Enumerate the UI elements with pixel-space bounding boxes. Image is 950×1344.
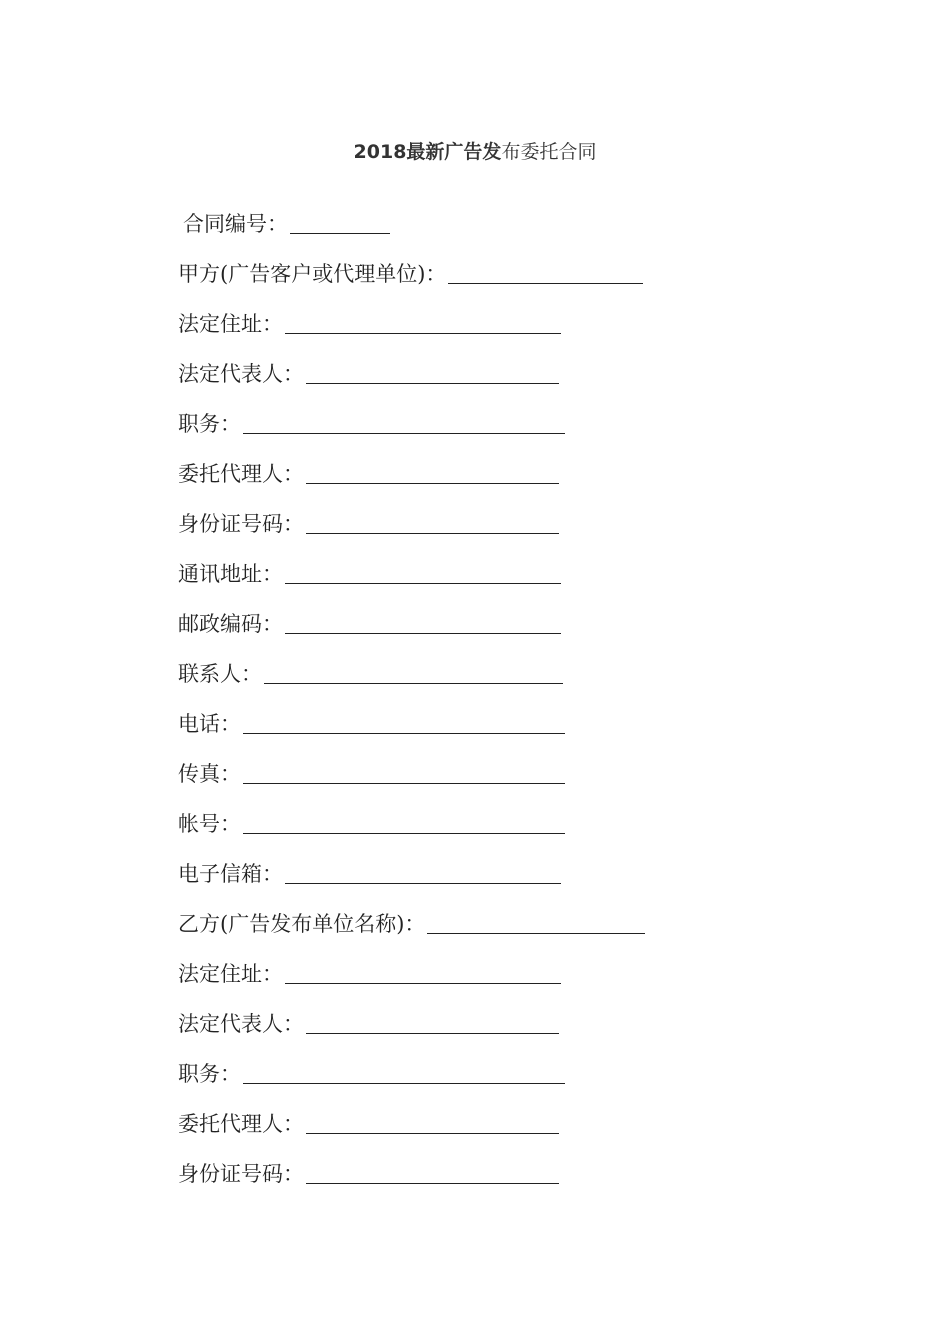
field-party-a-agent — [178, 460, 559, 488]
title-normal-part: 布委托合同 — [501, 141, 597, 163]
fill-in-blank — [264, 663, 563, 684]
fill-in-blank — [306, 1163, 559, 1184]
field-party-a-postcode — [178, 610, 561, 638]
field-label: 身份证号码： — [178, 512, 304, 536]
field-party-b-id-number — [178, 1160, 559, 1188]
fill-in-blank — [306, 463, 559, 484]
field-party-b-address — [178, 960, 561, 988]
field-label: 通讯地址： — [178, 562, 283, 586]
field-label: 法定代表人： — [178, 362, 304, 386]
field-party-a-contact — [178, 660, 563, 688]
field-party-b — [178, 910, 645, 938]
field-label: 电话： — [178, 712, 241, 736]
field-label: 法定住址： — [178, 962, 283, 986]
field-party-a-email — [178, 860, 561, 888]
fill-in-blank — [290, 213, 390, 234]
fill-in-blank — [306, 513, 559, 534]
field-party-a-position — [178, 410, 565, 438]
field-party-a-mail-address — [178, 560, 561, 588]
fill-in-blank — [285, 863, 561, 884]
field-party-b-position — [178, 1060, 565, 1088]
field-label: 电子信箱： — [178, 862, 283, 886]
field-label: 联系人： — [178, 662, 262, 686]
field-label: 合同编号： — [183, 212, 288, 236]
fill-in-blank — [243, 1063, 565, 1084]
fill-in-blank — [243, 763, 565, 784]
field-label: 委托代理人： — [178, 462, 304, 486]
fill-in-blank — [448, 263, 643, 284]
fill-in-blank — [285, 563, 561, 584]
field-party-b-agent — [178, 1110, 559, 1138]
fill-in-blank — [243, 813, 565, 834]
fill-in-blank — [243, 413, 565, 434]
field-party-a-phone — [178, 710, 565, 738]
fill-in-blank — [285, 613, 561, 634]
field-label: 职务： — [178, 412, 241, 436]
fill-in-blank — [306, 1013, 559, 1034]
field-label: 委托代理人： — [178, 1112, 304, 1136]
fill-in-blank — [306, 1113, 559, 1134]
fill-in-blank — [243, 713, 565, 734]
fill-in-blank — [285, 313, 561, 334]
fill-in-blank — [427, 913, 645, 934]
field-label: 职务： — [178, 1062, 241, 1086]
field-label: 法定住址： — [178, 312, 283, 336]
field-label: 甲方(广告客户或代理单位)： — [178, 262, 447, 286]
document-title — [0, 137, 950, 164]
field-label: 帐号： — [178, 812, 241, 836]
field-label: 乙方(广告发布单位名称)： — [178, 912, 426, 936]
field-party-a-fax — [178, 760, 565, 788]
field-party-a — [178, 260, 643, 288]
field-party-a-account — [178, 810, 565, 838]
field-label: 邮政编码： — [178, 612, 283, 636]
field-label: 传真： — [178, 762, 241, 786]
field-contract-number — [183, 210, 390, 238]
field-party-a-legal-rep — [178, 360, 559, 388]
field-label: 身份证号码： — [178, 1162, 304, 1186]
field-label: 法定代表人： — [178, 1012, 304, 1036]
field-party-a-id-number — [178, 510, 559, 538]
fill-in-blank — [306, 363, 559, 384]
field-party-b-legal-rep — [178, 1010, 559, 1038]
fill-in-blank — [285, 963, 561, 984]
title-bold-part: 2018最新广告发 — [353, 141, 502, 163]
field-party-a-address — [178, 310, 561, 338]
